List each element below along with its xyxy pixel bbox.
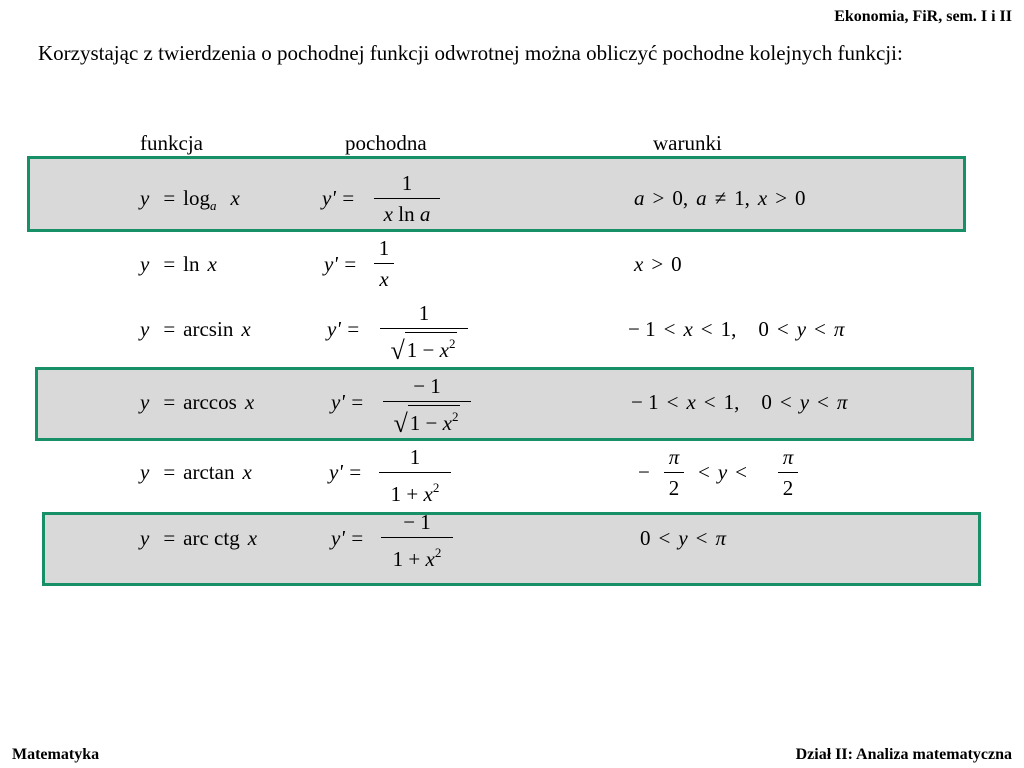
derivative-prefix-ln: y' = [324,252,358,276]
condition-arctan-middle: < y < [698,460,748,484]
function-arcsin: y = arcsin x [140,317,251,341]
column-header-conditions: warunki [653,131,722,155]
function-arctan: y = arctan x [140,460,252,484]
condition-arccos: − 1 < x < 1, 0 < y < π [631,390,848,414]
course-header: Ekonomia, FiR, sem. I i II [834,8,1012,25]
condition-arctan-minus: − [638,460,650,484]
condition-arcsin: − 1 < x < 1, 0 < y < π [628,317,845,341]
function-arccos: y = arccos x [140,390,255,414]
condition-arcctg: 0 < y < π [640,526,727,550]
function-log: $y = \log_a x$ [140,186,240,213]
footer-subject: Matematyka [12,746,100,763]
derivative-fraction-arcsin: 1 $√1 - x^2$ [380,301,468,363]
column-header-function: funkcja [140,131,203,155]
intro-text: Korzystając z twierdzenia o pochodnej funkcji odwrotnej można obliczyć pochodne kolejnych funkcji: [38,41,903,65]
derivative-fraction-arccos: − 1 $√1 - x^2$ [383,374,471,436]
derivative-fraction-log: 1 x ln a [374,171,440,226]
derivative-fraction-arctan: 1 $1 + x^2$ [379,445,451,506]
function-arcctg: y = arc ctg x [140,526,258,550]
derivative-prefix-arcctg: y' = [331,526,365,550]
condition-arctan-frac-left: π 2 [664,445,684,500]
footer-section: Dział II: Analiza matematyczna [795,746,1012,763]
derivative-fraction-ln: 1 x [374,236,394,291]
function-ln: y = ln x [140,252,217,276]
derivative-fraction-arcctg: − 1 $1 + x^2$ [381,510,453,571]
condition-arctan-frac-right: π 2 [778,445,798,500]
condition-log: a > 0, a ≠ 1, x > 0 [634,186,806,210]
column-header-derivative: pochodna [345,131,427,155]
derivative-prefix-arctan: y' = [329,460,363,484]
derivative-prefix-log: y' = [322,186,356,210]
derivative-prefix-arccos: y' = [331,390,365,414]
derivative-prefix-arcsin: y' = [327,317,361,341]
condition-ln: x > 0 [634,252,682,276]
